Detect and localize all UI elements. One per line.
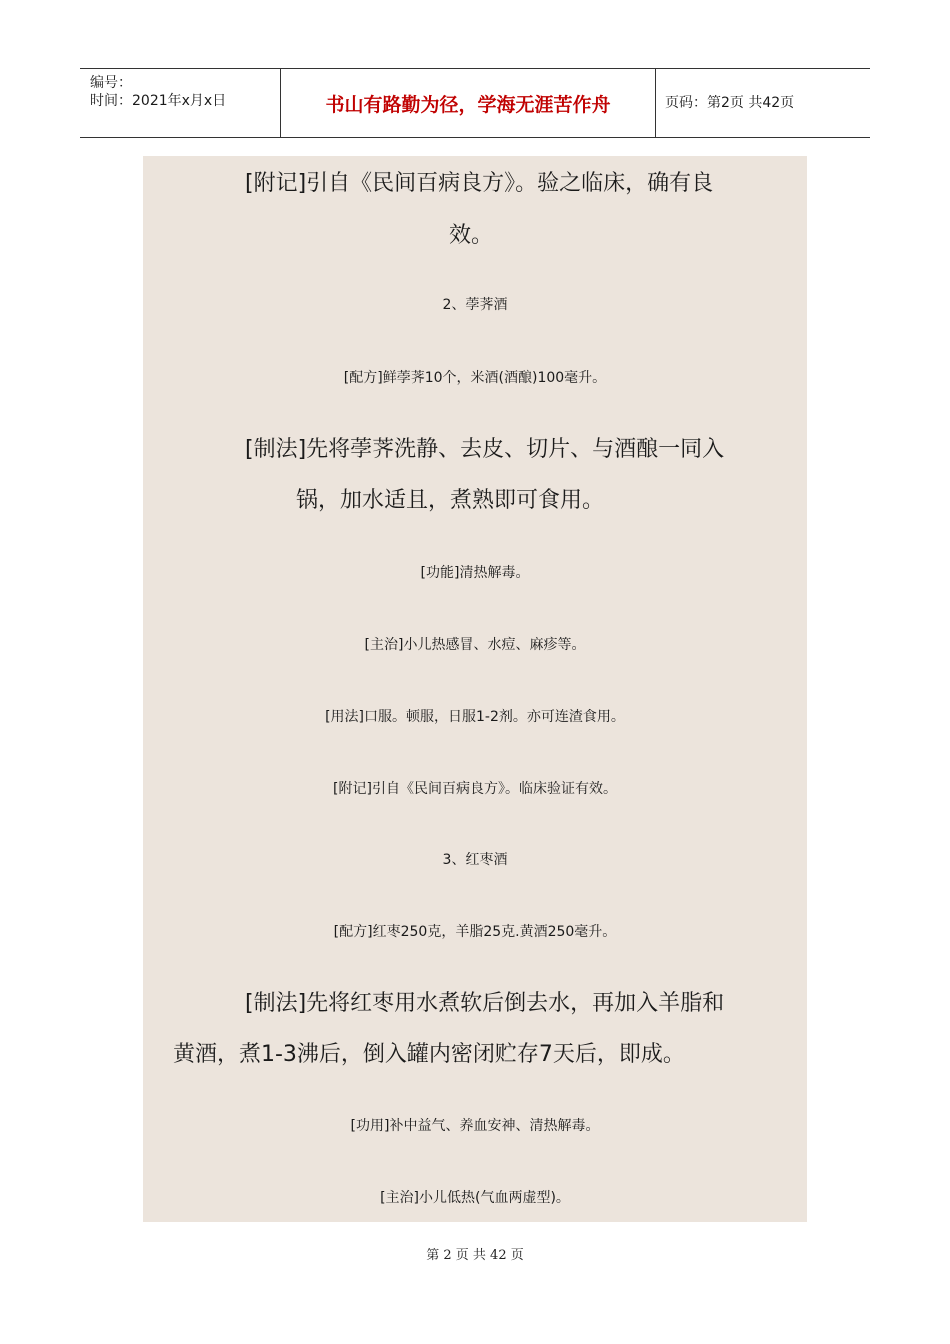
text-line: [功用]补中益气、养血安神、清热解毒。: [350, 1118, 600, 1134]
document-number-label: 编号：: [90, 75, 132, 91]
text-line: [主治]小儿热感冒、水痘、麻疹等。: [364, 637, 586, 653]
text-line: [附记]引自《民间百病良方》。验之临床，确有良: [245, 171, 714, 196]
header-page-info: 页码：第2页 共42页: [665, 95, 795, 111]
text-line: [配方]红枣250克，羊脂25克.黄酒250毫升。: [333, 924, 617, 940]
section-heading: 2、荸荠酒: [442, 297, 508, 313]
content-panel: [143, 156, 807, 1222]
text-line: [制法]先将红枣用水煮软后倒去水，再加入羊脂和: [245, 991, 725, 1016]
text-line: [主治]小儿低热(气血两虚型)。: [380, 1190, 570, 1206]
page-footer: 第 2 页 共 42 页: [426, 1248, 524, 1263]
page-header: [80, 68, 870, 138]
header-page-cell: [655, 69, 870, 137]
header-meta-cell: [80, 69, 280, 137]
text-line: [附记]引自《民间百病良方》。临床验证有效。: [333, 781, 617, 797]
text-line: 黄酒，煮1-3沸后，倒入罐内密闭贮存7天后，即成。: [173, 1042, 685, 1067]
text-line: [配方]鲜荸荠10个，米酒(酒酿)100毫升。: [343, 370, 607, 386]
section-heading: 3、红枣酒: [442, 852, 508, 868]
header-motto: 书山有路勤为径，学海无涯苦作舟: [325, 94, 611, 116]
document-date: 时间：2021年x月x日: [90, 93, 227, 109]
text-line: 锅，加水适且，煮熟即可食用。: [296, 488, 605, 513]
text-line: [用法]口服。顿服，日服1-2剂。亦可连渣食用。: [325, 709, 625, 725]
text-line: [功能]清热解毒。: [420, 565, 530, 581]
text-line: [制法]先将荸荠洗静、去皮、切片、与酒酿一同入: [245, 437, 725, 462]
header-motto-cell: [280, 69, 656, 137]
text-line: 效。: [449, 223, 494, 248]
